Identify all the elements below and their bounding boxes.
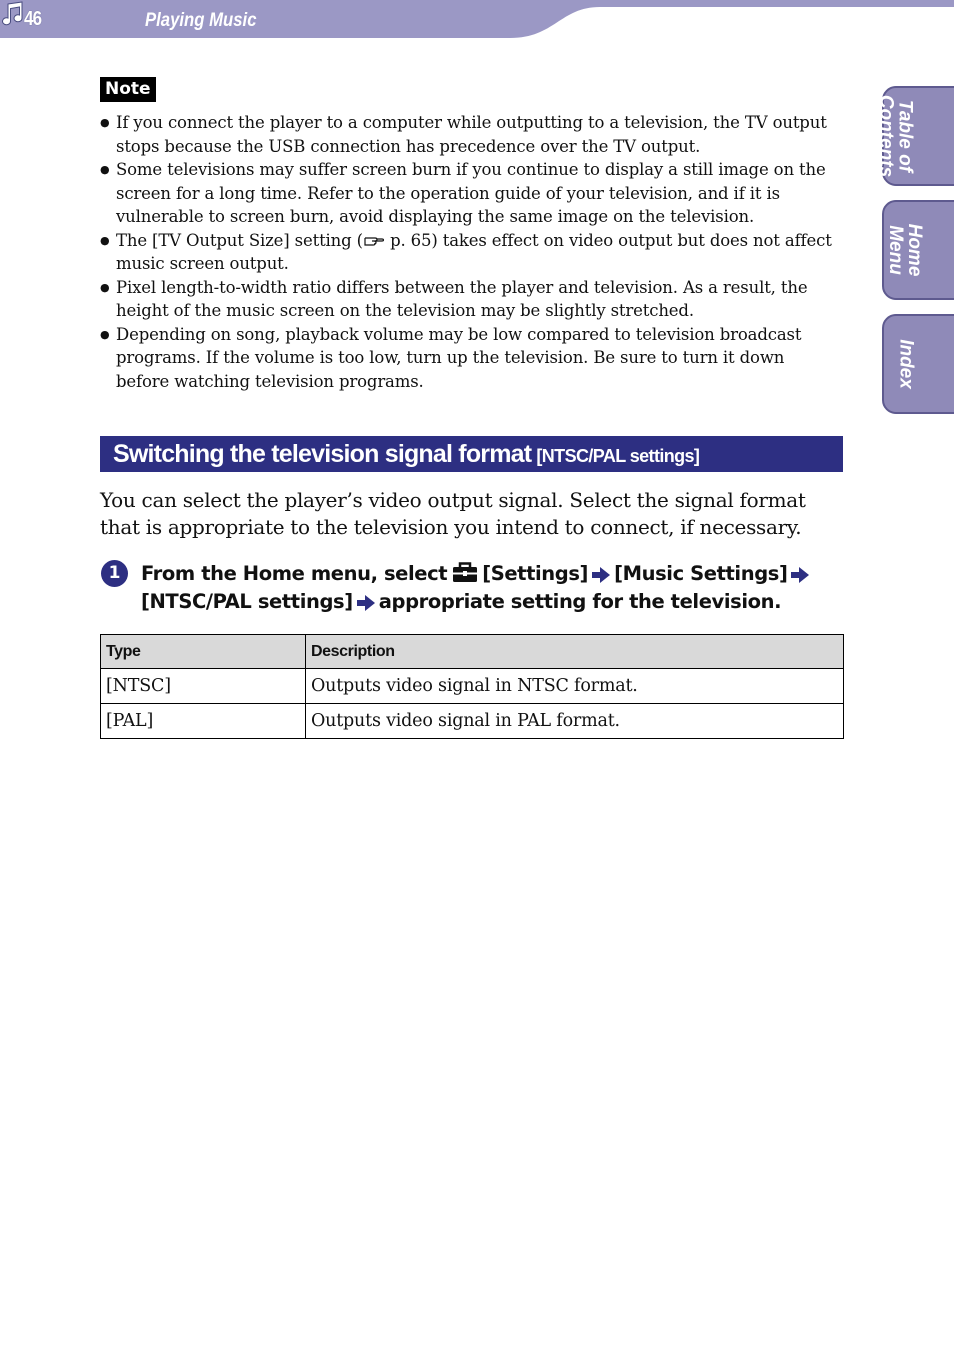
intro-paragraph: You can select the player’s video output signal. Select the signal format that is appropriate to the television you intend to connect, if necessary. <box>100 488 806 539</box>
section-title: Playing Music <box>145 10 257 31</box>
note-item <box>100 229 840 276</box>
settings-table <box>100 634 844 739</box>
table-header-type: Type <box>101 635 306 669</box>
page-number: 46 <box>24 8 42 30</box>
note-list <box>100 111 840 393</box>
section-heading-title: Switching the television signal format <box>113 440 532 468</box>
step-instruction <box>141 560 841 616</box>
step-music-settings: [Music Settings] <box>614 562 788 585</box>
table-header-row <box>101 635 844 669</box>
table-cell-type: [PAL] <box>101 704 306 739</box>
page-reference-link[interactable]: p. 65) takes effect on video output but does not affect music screen output. <box>116 230 832 273</box>
step-settings: [Settings] <box>482 562 589 585</box>
tab-table-of-contents[interactable] <box>875 86 954 186</box>
table-cell-type: [NTSC] <box>101 669 306 704</box>
page-header <box>0 0 954 40</box>
table-row <box>101 704 844 739</box>
tab-index[interactable] <box>882 314 954 414</box>
step-ntsc-pal-settings: [NTSC/PAL settings] <box>141 590 353 613</box>
arrow-right-icon <box>790 566 810 584</box>
tab-table-of-contents-label: Table of Contents <box>875 94 916 178</box>
step-text: From the Home menu, select <box>141 562 448 585</box>
table-cell-description: Outputs video signal in NTSC format. <box>306 669 844 704</box>
note-item-text: The [TV Output Size] setting ( <box>116 230 363 250</box>
note-item: ● Depending on song, playback volume may be low compared to television broadcast programs. If the volume is too low, turn up the television. Be sure to turn it down before watching television programs. <box>100 323 840 394</box>
tab-home-menu-label: Home Menu <box>885 223 926 277</box>
step-final: appropriate setting for the television. <box>378 590 782 613</box>
arrow-right-icon <box>356 594 376 612</box>
section-heading <box>100 436 843 472</box>
note-item: ● If you connect the player to a computer while outputting to a television, the TV output stops because the USB connection has precedence over the TV output. <box>100 111 840 158</box>
toolbox-settings-icon <box>451 561 479 583</box>
music-note-icon <box>0 0 26 26</box>
tab-home-menu[interactable] <box>882 200 954 300</box>
arrow-right-icon <box>591 566 611 584</box>
table-row <box>101 669 844 704</box>
note-item: ● Pixel length-to-width ratio differs between the player and television. As a result, the height of the music screen on the television may be slightly stretched. <box>100 276 840 323</box>
step-number-badge: 1 <box>101 560 128 587</box>
table-header-description: Description <box>306 635 844 669</box>
note-label: Note <box>100 77 156 102</box>
section-heading-subtitle: [NTSC/PAL settings] <box>536 446 700 466</box>
tab-index-label: Index <box>895 339 917 389</box>
table-cell-description: Outputs video signal in PAL format. <box>306 704 844 739</box>
note-item: ● Some televisions may suffer screen burn if you continue to display a still image on the screen for a long time. Refer to the operation guide of your television, and if it is vulnerable to screen burn, avoid displaying the same image on the television. <box>100 158 840 229</box>
header-band <box>0 0 954 40</box>
pointing-hand-icon <box>364 234 384 247</box>
